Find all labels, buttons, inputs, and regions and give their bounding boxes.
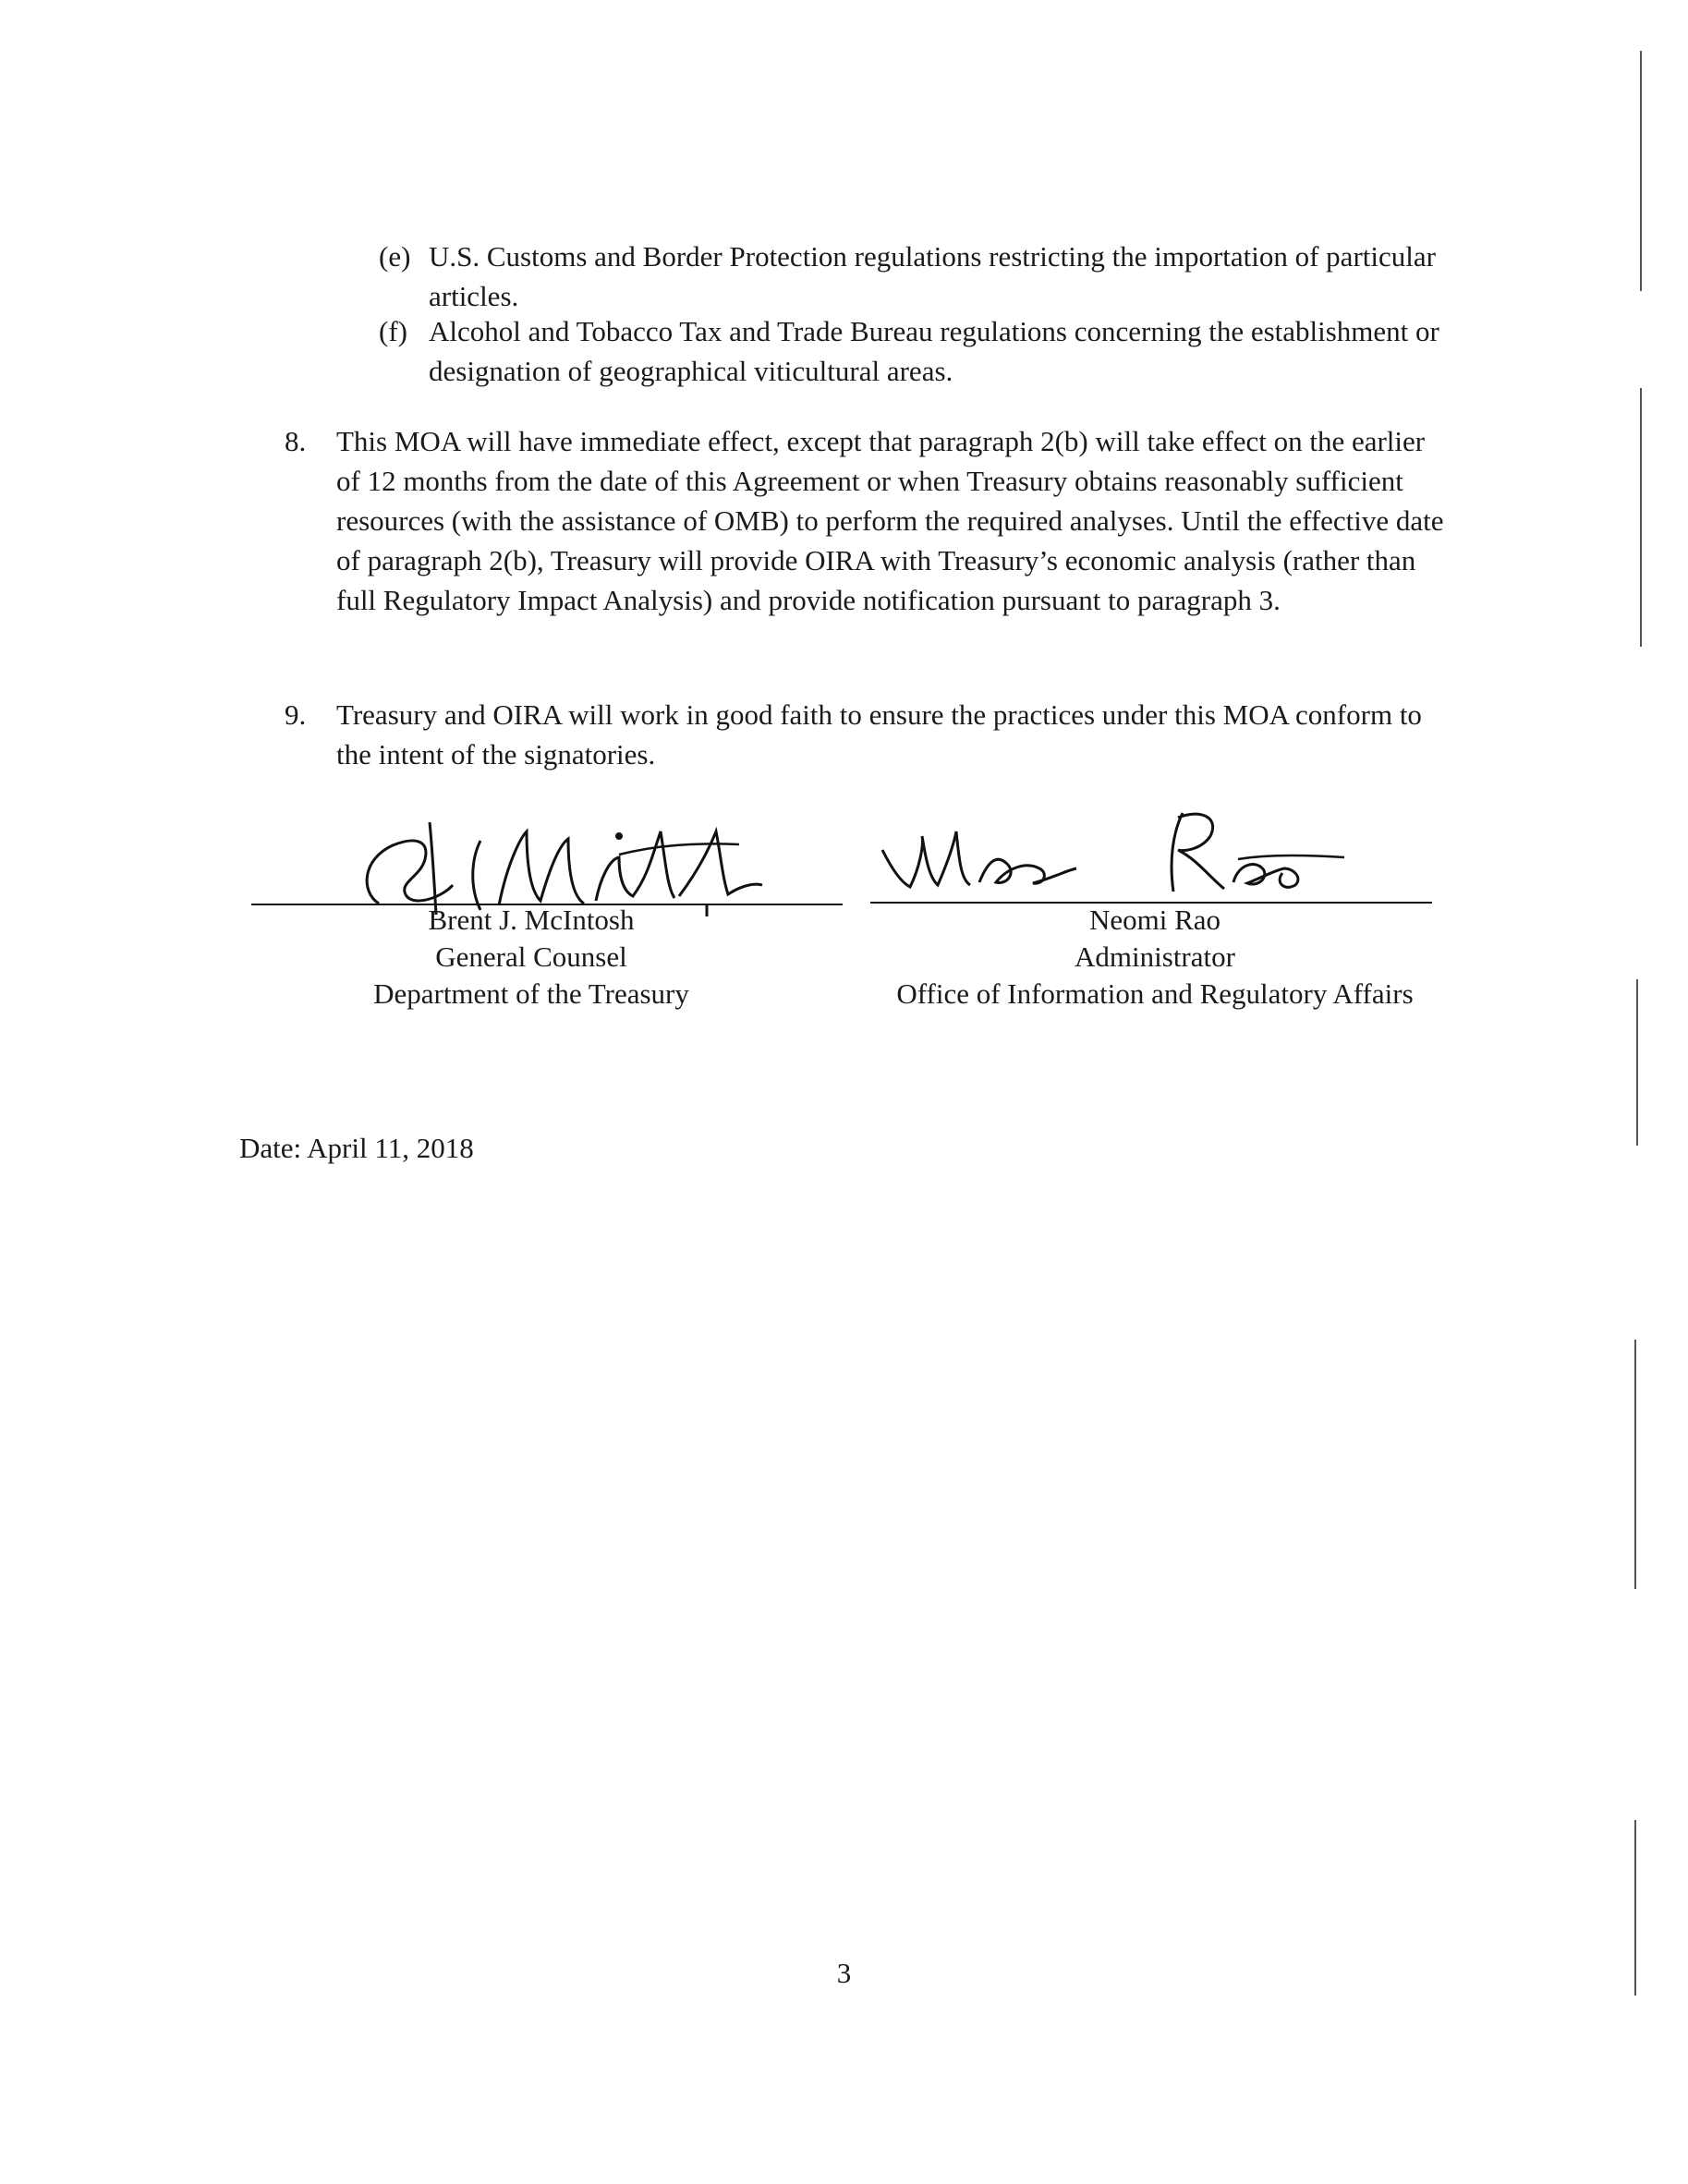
scan-edge-mark bbox=[1634, 1340, 1636, 1589]
list-item-e bbox=[379, 237, 1441, 316]
paragraph-text: Treasury and OIRA will work in good faith to ensure the practices under this MOA conform to the intent of the signatories. bbox=[336, 698, 1422, 770]
scan-edge-mark bbox=[1634, 1820, 1636, 1996]
list-marker: (e) bbox=[379, 240, 411, 273]
scan-edge-mark bbox=[1640, 51, 1642, 291]
signatory-block-oira bbox=[859, 902, 1451, 1013]
signatory-name: Brent J. McIntosh bbox=[428, 904, 635, 936]
signature-rao bbox=[868, 804, 1349, 905]
list-item-f bbox=[379, 311, 1441, 391]
signatory-block-treasury bbox=[305, 902, 758, 1013]
scan-edge-mark bbox=[1640, 388, 1642, 647]
signatory-organization: Department of the Treasury bbox=[373, 977, 689, 1010]
list-marker: (f) bbox=[379, 315, 407, 347]
page-number: 3 bbox=[836, 1957, 852, 1989]
list-item-text: Alcohol and Tobacco Tax and Trade Bureau regulations concerning the establishment or designation of geographical viticultural areas. bbox=[429, 315, 1439, 387]
paragraph-number: 8. bbox=[285, 425, 307, 457]
paragraph-number: 9. bbox=[285, 698, 307, 731]
paragraph-9 bbox=[285, 695, 1449, 774]
list-item-text: U.S. Customs and Border Protection regulations restricting the importation of particular articles. bbox=[429, 240, 1436, 312]
signatory-name: Neomi Rao bbox=[1088, 904, 1221, 936]
signatory-title: General Counsel bbox=[435, 940, 627, 973]
date-line: Date: April 11, 2018 bbox=[239, 1132, 474, 1164]
paragraph-8 bbox=[285, 421, 1449, 620]
paragraph-text: This MOA will have immediate effect, except that paragraph 2(b) will take effect on the earlier of 12 months from the date of this Agreement or when Treasury obtains reasonably sufficient resources (with the assistance of OMB) to perform the required analyses. Until the effective date of paragraph 2(b), Treasury will provide OIRA with Treasury’s economic analysis (rather than full Regulatory Impact Analysis) and provide notification pursuant to paragraph 3. bbox=[336, 425, 1444, 616]
signatory-title: Administrator bbox=[1075, 940, 1235, 973]
signatory-organization: Office of Information and Regulatory Affairs bbox=[896, 977, 1414, 1010]
scan-edge-mark bbox=[1636, 979, 1638, 1146]
